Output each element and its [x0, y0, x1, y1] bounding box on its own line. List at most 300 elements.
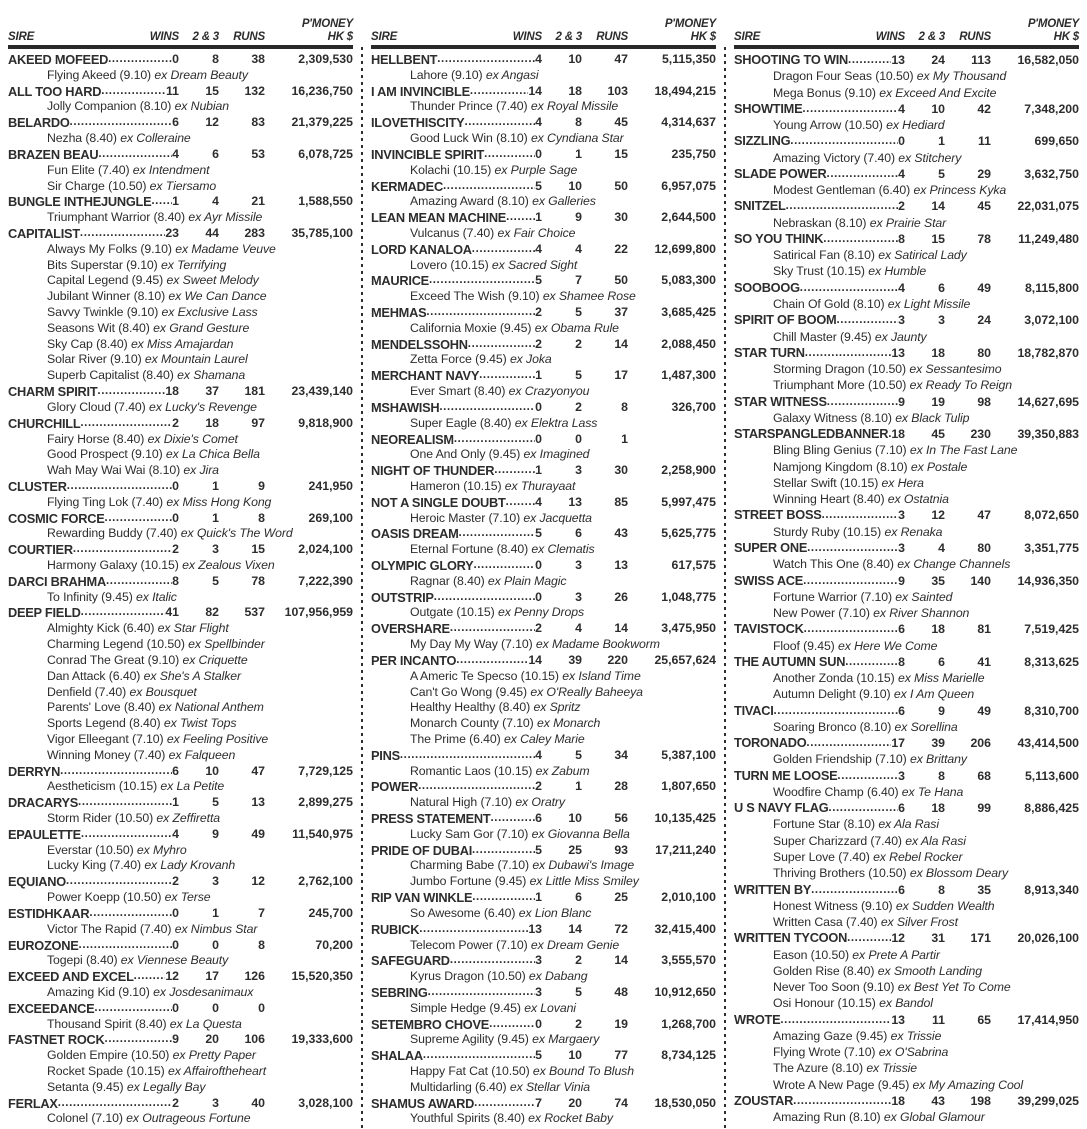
runs-value: 49 [977, 280, 991, 295]
progeny-row [734, 247, 1079, 263]
sire-cell [734, 52, 905, 68]
progeny-row [371, 352, 716, 368]
two-three-value: 4 [212, 194, 219, 209]
runs-value: 181 [244, 384, 265, 399]
progeny-row [8, 858, 353, 874]
progeny-horse: The Prime (6.40) [410, 731, 504, 746]
sire-name: BRAZEN BEAU [8, 146, 99, 162]
dot-leader [80, 226, 165, 242]
sire-cell [371, 748, 542, 764]
sire-row [8, 226, 353, 242]
progeny-row [8, 590, 353, 606]
sire-cell [371, 1048, 542, 1064]
two-three-value: 18 [568, 83, 582, 98]
sire-row [734, 882, 1079, 898]
wins-value: 5 [535, 842, 542, 857]
dot-leader [105, 1032, 173, 1048]
runs-value: 24 [977, 313, 991, 328]
wins-value: 0 [535, 146, 542, 161]
wins-value: 13 [891, 53, 905, 67]
runs-value: 49 [977, 703, 991, 718]
sire-cell [371, 953, 542, 969]
sire-name: AKEED MOFEED [8, 52, 109, 67]
progeny-dam: ex Legally Bay [126, 1079, 206, 1094]
runs-value: 35 [977, 882, 991, 897]
two-three-value: 19 [931, 394, 945, 409]
sire-row [371, 953, 716, 969]
wins-value: 6 [898, 703, 905, 718]
sire-name: SWISS ACE [734, 572, 804, 588]
two-three-value: 3 [575, 589, 582, 604]
sire-name: MERCHANT NAVY [371, 368, 480, 384]
sire-row [371, 179, 716, 195]
sire-cell [371, 400, 542, 416]
header-sire-label: SIRE [371, 31, 398, 43]
two-three-value: 10 [568, 1048, 582, 1063]
runs-value: 9 [258, 478, 265, 493]
sire-name: INVINCIBLE SPIRIT [371, 146, 485, 162]
sire-name: DERRYN [8, 763, 61, 779]
progeny-dam: ex Ayr Missile [188, 210, 263, 225]
progeny-horse: Healthy Healthy (8.40) [410, 700, 534, 715]
wins-value: 6 [898, 622, 905, 637]
progeny-horse: Honest Witness (9.10) [773, 898, 896, 913]
progeny-dam: ex Stitchery [898, 150, 962, 165]
progeny-row [8, 68, 353, 84]
progeny-row [8, 321, 353, 337]
two-three-value: 7 [575, 273, 582, 288]
wins-value: 2 [535, 336, 542, 351]
runs-value: 78 [977, 231, 991, 246]
progeny-dam: ex Best Yet To Come [897, 980, 1011, 995]
sire-cell [8, 52, 179, 68]
pmoney-value: 2,258,900 [661, 463, 716, 478]
sire-name: I AM INVINCIBLE [371, 83, 470, 99]
sire-cell [8, 795, 179, 811]
progeny-row [371, 716, 716, 732]
progeny-horse: Woodfire Champ (6.40) [773, 784, 902, 799]
progeny-dam: ex Zabum [535, 763, 590, 778]
sire-cell [734, 882, 905, 898]
dot-leader [805, 345, 892, 361]
progeny-dam: ex Miss Hong Kong [166, 494, 272, 509]
progeny-dam: ex Pretty Paper [172, 1048, 256, 1063]
two-three-value: 43 [931, 1094, 945, 1108]
progeny-row [8, 985, 353, 1001]
sire-name: SOOBOOG [734, 279, 800, 295]
runs-value: 53 [251, 146, 265, 161]
pmoney-value: 7,222,390 [298, 573, 353, 588]
sire-cell [734, 231, 905, 247]
pmoney-value: 1,807,650 [661, 779, 716, 794]
progeny-horse: Natural High (7.10) [410, 795, 516, 810]
progeny-horse: Dragon Four Seas (10.50) [773, 69, 917, 84]
progeny-horse: Dan Attack (6.40) [47, 668, 144, 683]
runs-value: 85 [614, 494, 628, 509]
progeny-row [734, 182, 1079, 198]
progeny-dam: ex Black Tulip [895, 410, 970, 425]
sire-row [734, 930, 1079, 946]
dot-leader [400, 748, 535, 764]
sire-name: ESTIDHKAAR [8, 905, 90, 921]
wins-value: 5 [535, 526, 542, 541]
pmoney-value: 10,912,650 [654, 984, 716, 999]
two-three-value: 3 [575, 558, 582, 572]
sire-row [371, 147, 716, 163]
dot-leader [807, 540, 898, 556]
progeny-row [371, 131, 716, 147]
wins-value: 6 [172, 115, 179, 130]
progeny-horse: Fortune Star (8.10) [773, 817, 879, 832]
runs-value: 25 [614, 890, 628, 905]
progeny-horse: Lahore (9.10) [410, 67, 486, 82]
wins-value: 11 [166, 83, 179, 98]
pmoney-value: 241,950 [308, 478, 353, 493]
progeny-dam: ex Dream Beauty [154, 67, 248, 82]
sire-row [371, 115, 716, 131]
header-pmoney-label: P'MONEY HK $ [301, 18, 353, 43]
progeny-row [734, 150, 1079, 166]
progeny-dam: ex Little Miss Smiley [529, 874, 639, 889]
dot-leader [786, 198, 899, 214]
pmoney-value: 1,268,700 [661, 1016, 716, 1031]
two-three-value: 20 [568, 1095, 582, 1110]
dot-leader [827, 166, 899, 182]
pmoney-value: 699,650 [1034, 134, 1079, 149]
progeny-dam: ex Lion Blanc [518, 905, 592, 920]
progeny-horse: Charming Babe (7.10) [410, 858, 533, 873]
wins-value: 8 [172, 573, 179, 588]
progeny-dam: ex Island Time [562, 668, 641, 683]
runs-value: 81 [977, 622, 991, 637]
progeny-horse: Never Too Soon (9.10) [773, 980, 898, 995]
sire-name: THE AUTUMN SUN [734, 653, 846, 669]
sire-name: HELLBENT [371, 52, 438, 67]
progeny-dam: ex Te Hana [901, 784, 964, 799]
wins-value: 4 [898, 280, 905, 295]
sire-name: CHURCHILL [8, 415, 81, 431]
wins-value: 3 [535, 984, 542, 999]
progeny-dam: ex I Am Queen [893, 687, 975, 702]
column-header [8, 6, 353, 43]
wins-value: 4 [535, 241, 542, 256]
sire-cell [371, 115, 542, 131]
sire-name: SAFEGUARD [371, 953, 450, 969]
progeny-horse: Amazing Award (8.10) [410, 194, 533, 209]
progeny-dam: ex Bound To Blush [532, 1064, 634, 1078]
sire-row [371, 922, 716, 938]
progeny-row [371, 479, 716, 495]
dot-leader [66, 874, 172, 890]
dot-leader [426, 305, 535, 321]
progeny-horse: Supreme Agility (9.45) [410, 1032, 533, 1047]
progeny-row [734, 605, 1079, 621]
dot-leader [472, 242, 535, 258]
wins-value: 0 [172, 510, 179, 525]
progeny-row [734, 638, 1079, 654]
two-three-value: 5 [938, 166, 945, 181]
progeny-horse: Bling Bling Genius (7.10) [773, 443, 910, 458]
pmoney-value: 8,886,425 [1024, 801, 1079, 816]
progeny-horse: Thousand Spirit (8.40) [47, 1016, 170, 1031]
dot-leader [423, 1048, 535, 1064]
runs-value: 126 [244, 969, 265, 984]
progeny-dam: ex Galleries [532, 194, 596, 209]
progeny-horse: Sturdy Ruby (10.15) [773, 524, 885, 539]
progeny-dam: ex Brittany [909, 752, 967, 767]
progeny-dam: ex Sweet Melody [166, 273, 259, 288]
progeny-horse: Galaxy Witness (8.10) [773, 410, 896, 425]
sire-cell [8, 938, 179, 954]
runs-value: 74 [614, 1095, 628, 1110]
sire-name: SPIRIT OF BOOM [734, 312, 837, 328]
progeny-dam: ex Bandol [879, 996, 933, 1011]
two-three-value: 10 [931, 101, 945, 116]
sire-cell [371, 432, 542, 448]
progeny-dam: ex Jira [183, 463, 219, 478]
progeny-horse: Eason (10.50) [773, 947, 853, 962]
pmoney-value: 17,414,950 [1017, 1012, 1079, 1027]
progeny-horse: Amazing Kid (9.10) [47, 984, 154, 999]
two-three-value: 1 [938, 134, 945, 149]
progeny-dam: ex Blossom Deary [909, 866, 1009, 881]
sire-cell [734, 133, 905, 149]
progeny-horse: Exceed The Wish (9.10) [410, 289, 543, 304]
sire-row [734, 231, 1079, 247]
progeny-dam: ex Sorellina [894, 719, 958, 734]
sire-cell [8, 874, 179, 890]
progeny-dam: ex Here We Come [838, 638, 938, 653]
dot-leader [94, 1001, 172, 1017]
progeny-row [8, 289, 353, 305]
sire-row [734, 768, 1079, 784]
sire-name: RIP VAN WINKLE [371, 890, 473, 906]
sire-name: SLADE POWER [734, 165, 827, 181]
progeny-dam: ex Shamee Rose [542, 289, 636, 304]
progeny-horse: One And Only (9.45) [410, 447, 524, 462]
progeny-horse: Ever Smart (8.40) [410, 384, 509, 399]
dot-leader [98, 147, 172, 163]
sire-row [8, 938, 353, 954]
progeny-horse: To Infinity (9.45) [47, 589, 136, 604]
progeny-dam: ex Lucky's Revenge [148, 399, 257, 414]
progeny-dam: ex Lady Krovanh [144, 858, 236, 873]
progeny-dam: ex Miss Marielle [897, 671, 985, 686]
pmoney-value: 617,575 [671, 558, 716, 572]
sire-row [734, 312, 1079, 328]
progeny-row [371, 194, 716, 210]
progeny-row [8, 716, 353, 732]
runs-value: 72 [614, 921, 628, 936]
pmoney-value: 3,475,950 [661, 621, 716, 636]
runs-value: 198 [970, 1094, 991, 1108]
progeny-row [734, 686, 1079, 702]
sire-name: FASTNET ROCK [8, 1032, 105, 1048]
progeny-horse: Golden Friendship (7.10) [773, 752, 910, 767]
dot-leader [439, 400, 535, 416]
dot-leader [506, 495, 536, 511]
sire-row [371, 985, 716, 1001]
runs-value: 103 [607, 83, 628, 98]
header-runs-label: RUNS [596, 31, 628, 43]
progeny-row [371, 605, 716, 621]
pmoney-value: 235,750 [671, 146, 716, 161]
progeny-horse: Heroic Master (7.10) [410, 510, 524, 525]
progeny-horse: Telecom Power (7.10) [410, 937, 531, 952]
progeny-row [8, 558, 353, 574]
sire-cell [734, 1093, 905, 1109]
runs-value: 220 [607, 652, 628, 667]
progeny-horse: Sir Charge (10.50) [47, 178, 150, 193]
progeny-dam: ex Colleraine [120, 131, 191, 146]
progeny-row [8, 463, 353, 479]
progeny-row [734, 947, 1079, 963]
progeny-dam: ex Myhro [136, 842, 187, 857]
progeny-horse: Golden Empire (10.50) [47, 1048, 173, 1063]
sire-name: SUPER ONE [734, 539, 808, 555]
two-three-value: 0 [575, 431, 582, 446]
wins-value: 4 [535, 494, 542, 509]
sire-cell [371, 52, 542, 68]
dot-leader [108, 52, 172, 68]
pmoney-value: 3,555,570 [661, 953, 716, 968]
wins-value: 1 [535, 368, 542, 383]
wins-value: 3 [898, 508, 905, 523]
progeny-dam: ex Monarch [536, 716, 601, 731]
pmoney-value: 12,699,800 [654, 241, 716, 256]
two-three-value: 12 [931, 508, 945, 523]
sire-cell [734, 930, 905, 946]
progeny-horse: Jolly Companion (8.10) [47, 99, 175, 114]
pmoney-value: 2,309,530 [298, 52, 353, 66]
runs-value: 13 [614, 558, 628, 572]
sire-row [8, 827, 353, 843]
sire-name: WRITTEN TYCOON [734, 930, 848, 946]
dot-leader [774, 703, 899, 719]
progeny-horse: Parents' Love (8.40) [47, 700, 159, 715]
progeny-horse: Lovero (10.15) [410, 257, 492, 272]
runs-value: 230 [970, 427, 991, 442]
wins-value: 23 [165, 225, 179, 240]
sire-row [371, 779, 716, 795]
two-three-value: 4 [575, 241, 582, 256]
progeny-horse: Good Prospect (9.10) [47, 447, 166, 462]
progeny-horse: California Moxie (9.45) [410, 320, 535, 335]
wins-value: 12 [891, 931, 905, 946]
two-three-value: 10 [568, 178, 582, 193]
progeny-dam: ex Crazyonyou [508, 384, 590, 399]
progeny-dam: ex O'Really Baheeya [530, 684, 643, 699]
sire-row [734, 654, 1079, 670]
sire-cell [371, 985, 542, 1001]
progeny-horse: Satirical Fan (8.10) [773, 248, 879, 263]
two-three-value: 6 [938, 654, 945, 669]
progeny-horse: Super Charizzard (7.40) [773, 833, 906, 848]
progeny-dam: ex Oratry [515, 795, 565, 810]
pmoney-value: 1,588,550 [298, 194, 353, 209]
progeny-horse: Floof (9.45) [773, 638, 838, 653]
sire-name: PRESS STATEMENT [371, 811, 491, 826]
progeny-row [734, 898, 1079, 914]
progeny-row [8, 1017, 353, 1033]
dot-leader [81, 827, 172, 843]
pmoney-value: 3,632,750 [1024, 166, 1079, 181]
progeny-row [371, 637, 716, 653]
progeny-row [734, 556, 1079, 572]
sire-name: TURN ME LOOSE [734, 767, 838, 783]
progeny-dam: ex Joka [509, 352, 552, 367]
progeny-row [371, 1032, 716, 1048]
progeny-row [371, 511, 716, 527]
dot-leader [58, 1096, 172, 1112]
progeny-dam: ex O'Sabrina [878, 1045, 949, 1060]
pmoney-value: 15,520,350 [291, 969, 353, 984]
dot-leader [89, 906, 172, 922]
progeny-horse: Nebraskan (8.10) [773, 215, 870, 230]
progeny-dam: ex Nubian [174, 99, 230, 114]
runs-value: 537 [244, 605, 265, 620]
wins-value: 3 [898, 768, 905, 783]
wins-value: 9 [898, 394, 905, 409]
sire-cell [8, 84, 179, 100]
two-three-value: 39 [931, 736, 945, 751]
two-three-value: 0 [212, 937, 219, 952]
progeny-horse: Sky Trust (10.15) [773, 264, 869, 279]
pmoney-value: 3,028,100 [298, 1095, 353, 1110]
sire-cell [734, 540, 905, 556]
header-rule [8, 45, 353, 49]
progeny-row [371, 1111, 716, 1127]
two-three-value: 5 [575, 984, 582, 999]
sire-cell [734, 768, 905, 784]
pmoney-value: 1,487,300 [661, 368, 716, 383]
runs-value: 19 [614, 1016, 628, 1031]
sire-row [8, 416, 353, 432]
progeny-dam: ex Ostatnia [887, 492, 949, 507]
two-three-value: 4 [575, 621, 582, 636]
sire-row [8, 1001, 353, 1017]
progeny-dam: ex Exclusive Lass [161, 305, 258, 319]
dot-leader [428, 985, 536, 1001]
wins-value: 4 [172, 146, 179, 161]
sire-row [8, 1096, 353, 1112]
progeny-row [734, 963, 1079, 979]
runs-value: 13 [251, 795, 265, 810]
progeny-row [371, 827, 716, 843]
sire-cell [734, 280, 905, 296]
progeny-row [8, 779, 353, 795]
two-three-value: 3 [212, 542, 219, 557]
two-three-value: 18 [205, 415, 219, 430]
dot-leader [106, 574, 172, 590]
dot-leader [836, 312, 898, 328]
progeny-dam: ex My Amazing Cool [912, 1077, 1024, 1092]
two-three-value: 15 [931, 231, 945, 246]
runs-value: 171 [970, 931, 991, 946]
runs-value: 106 [244, 1032, 265, 1047]
progeny-dam: ex Jacquetta [523, 510, 592, 525]
dot-leader [60, 764, 172, 780]
progeny-horse: Ragnar (8.40) [410, 573, 488, 588]
runs-value: 30 [614, 463, 628, 478]
sire-row [8, 147, 353, 163]
header-two-three-label: 2 & 3 [192, 31, 219, 43]
runs-value: 47 [251, 763, 265, 778]
wins-value: 3 [898, 540, 905, 555]
progeny-dam: ex Shamana [177, 368, 246, 383]
sire-row [8, 479, 353, 495]
dot-leader [73, 542, 172, 558]
